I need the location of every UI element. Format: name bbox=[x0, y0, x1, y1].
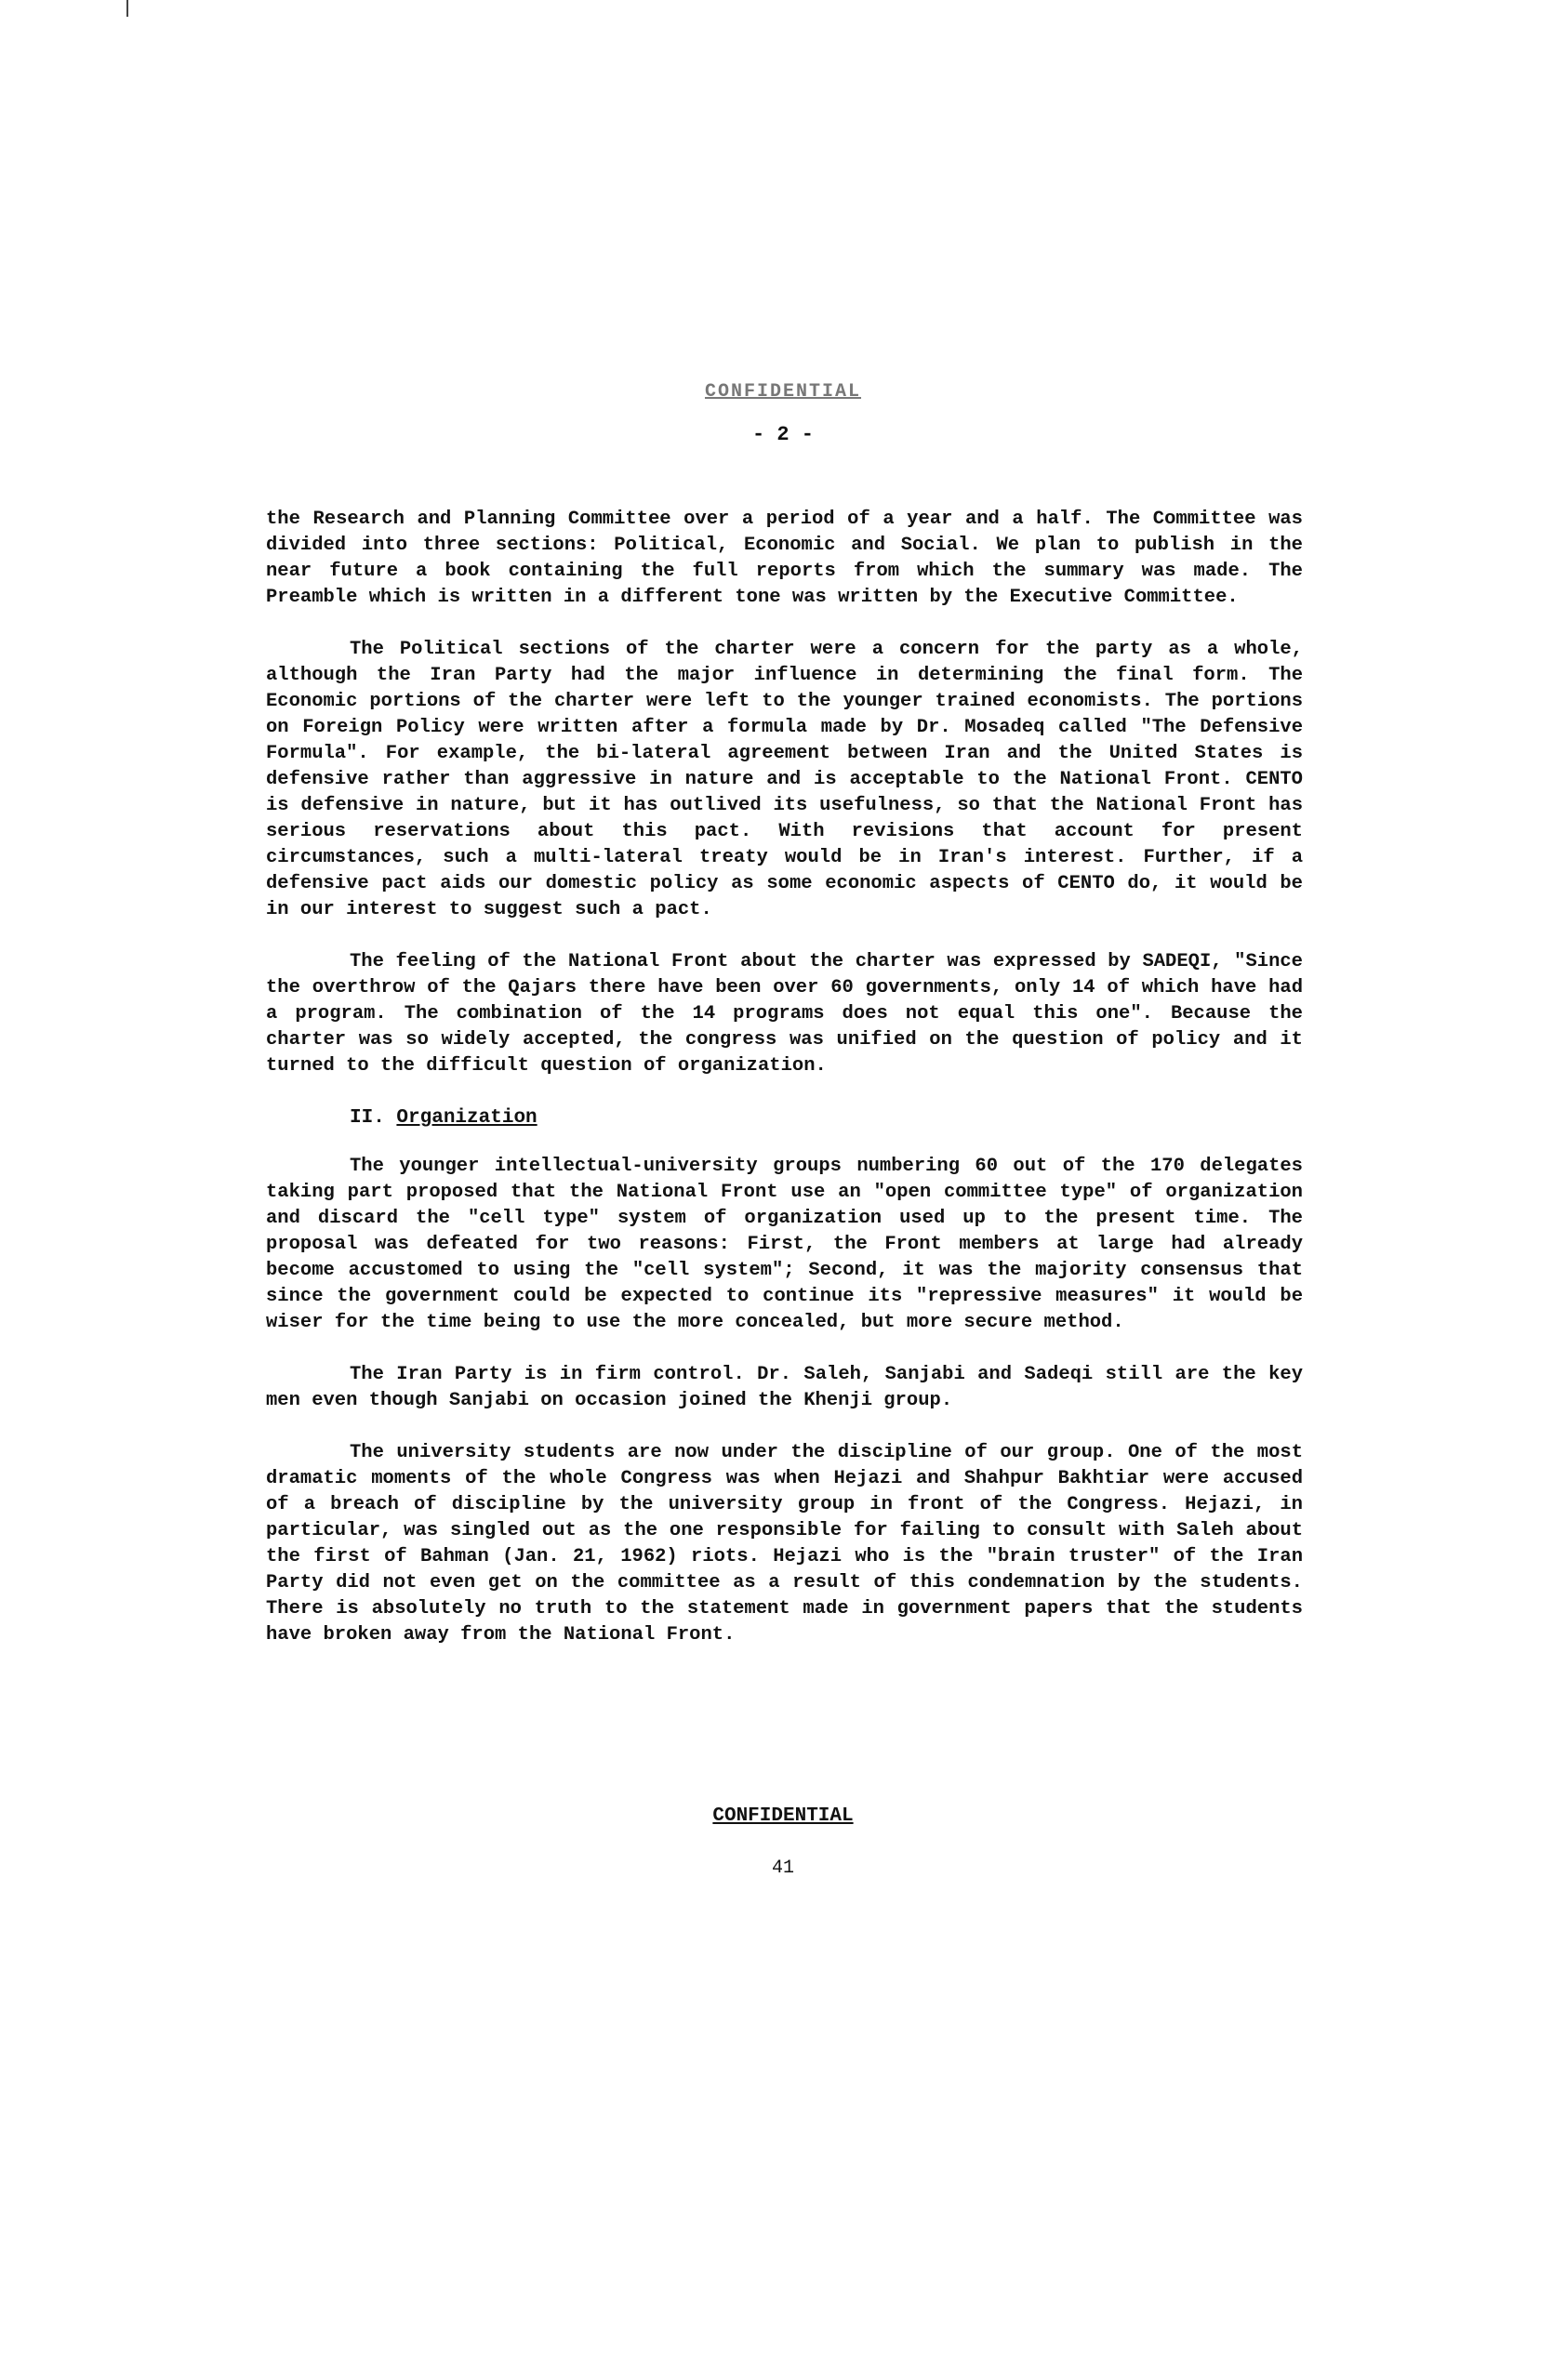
paragraph-1: the Research and Planning Committee over a period of a year and a half. The Committee was divided into three sections: Political, Economic and Social. We plan to publish in the near future a book containing the full reports from which the summary was made. The Preamble which is written in a different tone was written by the Executive Committee. bbox=[266, 509, 1303, 608]
paragraph-5: The Iran Party is in firm control. Dr. Saleh, Sanjabi and Sadeqi still are the key men even though Sanjabi on occasion joined the Khenji group. bbox=[266, 1364, 1303, 1411]
section-number: II. bbox=[350, 1107, 385, 1129]
section-heading bbox=[350, 1105, 1303, 1131]
footer-classification: CONFIDENTIAL bbox=[712, 1805, 854, 1827]
header-classification: CONFIDENTIAL bbox=[704, 381, 862, 403]
document-body bbox=[266, 507, 1303, 1674]
page-number: - 2 - bbox=[751, 423, 814, 446]
paragraph-4: The younger intellectual-university groups numbering 60 out of the 170 delegates taking part proposed that the National Front use an "open committee type" of organization and discard the "cell type" system of organization used up to the present time. The proposal was defeated for two reasons: First, the Front members at large had already become accustomed to using the "cell system"; Second, it was the majority consensus that since the government could be expected to continue its "repressive measures" it would be wiser for the time being to use the more concealed, but more secure method. bbox=[266, 1156, 1303, 1333]
paragraph-6: The university students are now under the discipline of our group. One of the most dramatic moments of the whole Congress was when Hejazi and Shahpur Bakhtiar were accused of a breach of discipline by the university group in front of the Congress. Hejazi, in particular, was singled out as the one responsible for failing to consult with Saleh about the first of Bahman (Jan. 21, 1962) riots. Hejazi who is the "brain truster" of the Iran Party did not even get on the committee as a result of this condemnation by the students. There is absolutely no truth to the statement made in government papers that the students have broken away from the National Front. bbox=[266, 1442, 1303, 1646]
paragraph-3: The feeling of the National Front about the charter was expressed by SADEQI, "Since the overthrow of the Qajars there have been over 60 governments, only 14 of which have had a program. The combination of the 14 programs does not equal this one". Because the charter was so widely accepted, the congress was unified on the question of policy and it turned to the difficult question of organization. bbox=[266, 951, 1303, 1077]
section-title: Organization bbox=[396, 1107, 537, 1129]
scan-edge-mark bbox=[126, 0, 128, 17]
paragraph-2: The Political sections of the charter were a concern for the party as a whole, although the Iran Party had the major influence in determining the final form. The Economic portions of the charter were left to the younger trained economists. The portions on Foreign Policy were written after a formula made by Dr. Mosadeq called "The Defensive Formula". For example, the bi-lateral agreement between Iran and the United States is defensive rather than aggressive in nature and is acceptable to the National Front. CENTO is defensive in nature, but it has outlived its usefulness, so that the National Front has serious reservations about this pact. With revisions that account for present circumstances, such a multi-lateral treaty would be in Iran's interest. Further, if a defensive pact aids our domestic policy as some economic aspects of CENTO do, it would be in our interest to suggest such a pact. bbox=[266, 639, 1303, 920]
folio-number: 41 bbox=[771, 1858, 794, 1879]
